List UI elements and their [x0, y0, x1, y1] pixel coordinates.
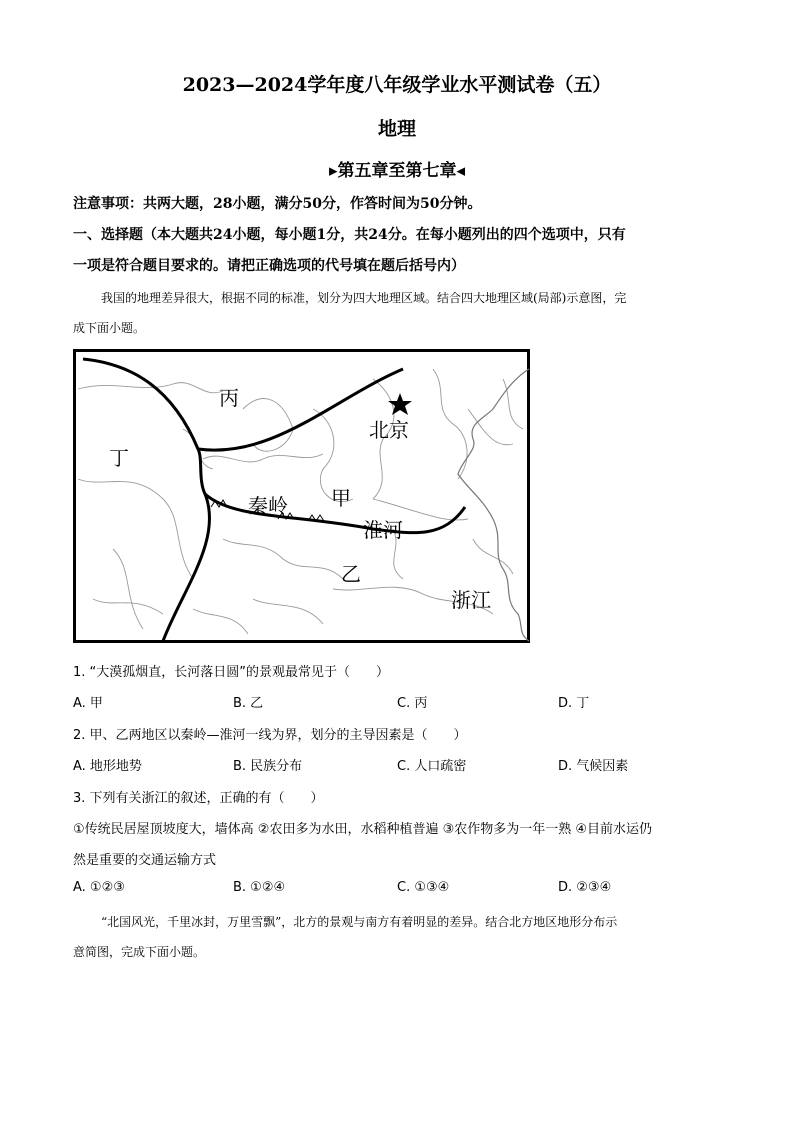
label-yi: 乙: [341, 562, 361, 586]
q3-option-c: C. ①③④: [397, 880, 450, 895]
question-3-stem: 3. 下列有关浙江的叙述，正确的有（ ）: [73, 791, 324, 806]
q1-option-b: B. 乙: [233, 696, 264, 711]
map-intro-line1: 我国的地理差异很大，根据不同的标准，划分为四大地理区域。结合四大地理区域(局部)示意图，完: [101, 291, 627, 305]
section1-instruction-line2: 一项是符合题目要求的。请把正确选项的代号填在题后括号内）: [73, 258, 465, 274]
q2-option-a: A. 地形地势: [73, 759, 142, 774]
q3-option-b: B. ①②④: [233, 880, 286, 895]
attention-note: 注意事项：共两大题，28小题，满分50分，作答时间为50分钟。: [73, 196, 482, 212]
question-3-statements-cont: 然是重要的交通运输方式: [73, 853, 217, 868]
question-3-statements: ①传统民居屋顶坡度大，墙体高 ②农田多为水田，水稻种植普遍 ③农作物多为一年一熟 ④目前水运仍: [73, 822, 653, 837]
q3-option-a: A. ①②③: [73, 880, 125, 895]
label-zhejiang: 浙江: [451, 588, 491, 612]
label-bing: 丙: [219, 386, 239, 410]
label-ding: 丁: [109, 446, 129, 470]
q1-option-d: D. 丁: [558, 696, 590, 711]
map-intro-line2: 成下面小题。: [73, 321, 146, 335]
regions-map: [73, 349, 530, 643]
question-2-stem: 2. 甲、乙两地区以秦岭—淮河一线为界，划分的主导因素是（ ）: [73, 728, 467, 743]
q2-option-c: C. 人口疏密: [397, 759, 467, 774]
exam-title: 2023—2024学年度八年级学业水平测试卷（五）: [182, 74, 612, 96]
q2-option-d: D. 气候因素: [558, 759, 629, 774]
q1-option-a: A. 甲: [73, 696, 103, 711]
question-1-stem: 1. “大漠孤烟直，长河落日圆”的景观最常见于（ ）: [73, 665, 390, 680]
label-jia: 甲: [331, 486, 351, 510]
q2-option-b: B. 民族分布: [233, 759, 303, 774]
north-intro-line2: 意简图，完成下面小题。: [73, 945, 206, 959]
label-beijing: 北京: [369, 418, 409, 442]
label-huaihe: 淮河: [363, 518, 403, 542]
section1-instruction-line1: 一、选择题（本大题共24小题，每小题1分，共24分。在每小题列出的四个选项中，只有: [73, 227, 626, 243]
q1-option-c: C. 丙: [397, 696, 428, 711]
chapter-range: ▸第五章至第七章◂: [328, 161, 466, 181]
north-intro-line1: “北国风光，千里冰封，万里雪飘”，北方的景观与南方有着明显的差异。结合北方地区地形分布示: [101, 915, 618, 929]
label-qinling: 秦岭: [248, 494, 288, 518]
q3-option-d: D. ②③④: [558, 880, 612, 895]
subject-title: 地理: [377, 118, 416, 140]
